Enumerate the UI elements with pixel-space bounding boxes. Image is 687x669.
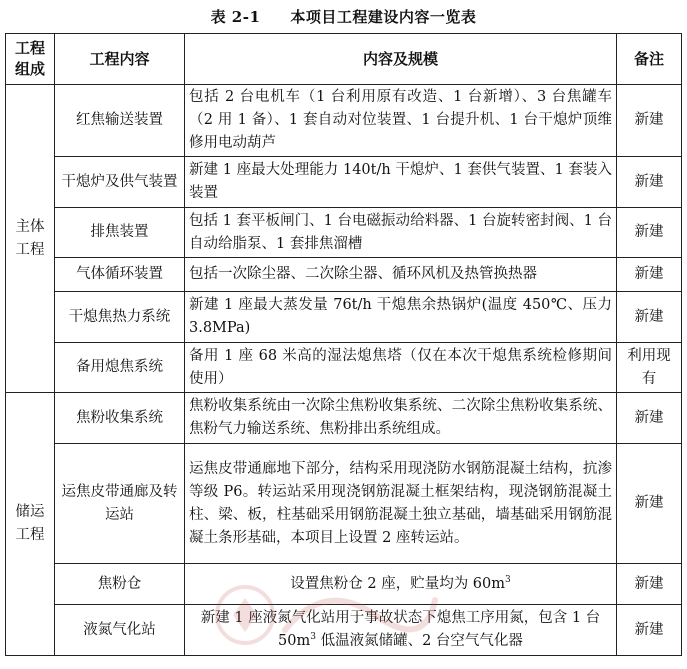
row-note: 新建 — [617, 393, 682, 444]
row-item: 干熄炉及供气装置 — [55, 157, 185, 208]
desc-text: 设置焦粉仓 2 座，贮量均为 60m — [290, 575, 506, 592]
group-storage-transport: 储运工程 — [6, 393, 55, 656]
row-item: 红焦输送装置 — [55, 85, 185, 157]
row-item: 气体循环装置 — [55, 258, 185, 292]
table-row — [6, 605, 682, 656]
row-item: 备用熄焦系统 — [55, 343, 185, 393]
caption-title: 本项目工程建设内容一览表 — [290, 8, 477, 26]
row-note: 新建 — [617, 258, 682, 292]
table-row — [6, 258, 682, 292]
row-desc: 包括 2 台电机车（1 台利用原有改造、1 台新增）、3 台焦罐车（2 用 1 备）、1 套自动对位装置、1 台提升机、1 台干熄炉顶维修用电动葫芦 — [185, 85, 617, 157]
table-row — [6, 564, 682, 605]
table-row — [6, 85, 682, 157]
row-desc: 备用 1 座 68 米高的湿法熄焦塔（仅在本次干熄焦系统检修期间使用） — [185, 343, 617, 393]
row-item: 干熄焦热力系统 — [55, 292, 185, 343]
row-desc: 运焦皮带通廊地下部分，结构采用现浇防水钢筋混凝土结构，抗渗等级 P6。转运站采用现浇钢筋混凝土框架结构，现浇钢筋混凝土柱、梁、板，柱基础采用钢筋混凝土独立基础，墙基础采用钢筋混凝土条形基础，本项目上设置 2 座转运站。 — [185, 444, 617, 564]
table-header-row — [6, 34, 682, 85]
row-desc — [185, 605, 617, 656]
row-item: 液氮气化站 — [55, 605, 185, 656]
header-scale: 内容及规模 — [185, 34, 617, 85]
group-main-works: 主体工程 — [6, 85, 55, 393]
row-desc: 焦粉收集系统由一次除尘焦粉收集系统、二次除尘焦粉收集系统、焦粉气力输送系统、焦粉排出系统组成。 — [185, 393, 617, 444]
header-remark: 备注 — [617, 34, 682, 85]
table-row — [6, 393, 682, 444]
row-note: 新建 — [617, 444, 682, 564]
table-caption — [0, 6, 687, 28]
header-composition: 工程组成 — [6, 34, 55, 85]
desc-text-after: 低温液氮储罐、2 台空气气化器 — [315, 633, 523, 649]
table-row — [6, 343, 682, 393]
row-desc: 新建 1 座最大蒸发量 76t/h 干熄焦余热锅炉(温度 450℃、压力 3.8MPa) — [185, 292, 617, 343]
row-note: 新建 — [617, 157, 682, 208]
row-desc: 包括 1 套平板闸门、1 台电磁振动给料器、1 台旋转密封阀、1 台自动给脂泵、1 套排焦溜槽 — [185, 208, 617, 258]
row-note: 新建 — [617, 292, 682, 343]
table-row — [6, 444, 682, 564]
table-row — [6, 292, 682, 343]
header-content: 工程内容 — [55, 34, 185, 85]
row-note: 新建 — [617, 564, 682, 605]
row-note: 利用现有 — [617, 343, 682, 393]
row-item: 排焦装置 — [55, 208, 185, 258]
row-desc: 包括一次除尘器、二次除尘器、循环风机及热管换热器 — [185, 258, 617, 292]
row-desc — [185, 564, 617, 605]
row-note: 新建 — [617, 605, 682, 656]
row-item: 焦粉仓 — [55, 564, 185, 605]
row-note: 新建 — [617, 208, 682, 258]
row-note: 新建 — [617, 85, 682, 157]
row-desc: 新建 1 座最大处理能力 140t/h 干熄炉、1 套供气装置、1 套装入装置 — [185, 157, 617, 208]
construction-content-table — [5, 33, 682, 656]
table-row — [6, 208, 682, 258]
caption-number: 表 2-1 — [210, 8, 261, 26]
superscript-3: 3 — [310, 632, 316, 643]
superscript-3: 3 — [505, 574, 511, 585]
desc-text: 新建 1 座液氮气化站用于事故状态下熄焦工序用氮，包含 1 台 50m — [200, 610, 601, 649]
table-row — [6, 157, 682, 208]
row-item: 焦粉收集系统 — [55, 393, 185, 444]
row-item: 运焦皮带通廊及转运站 — [55, 444, 185, 564]
